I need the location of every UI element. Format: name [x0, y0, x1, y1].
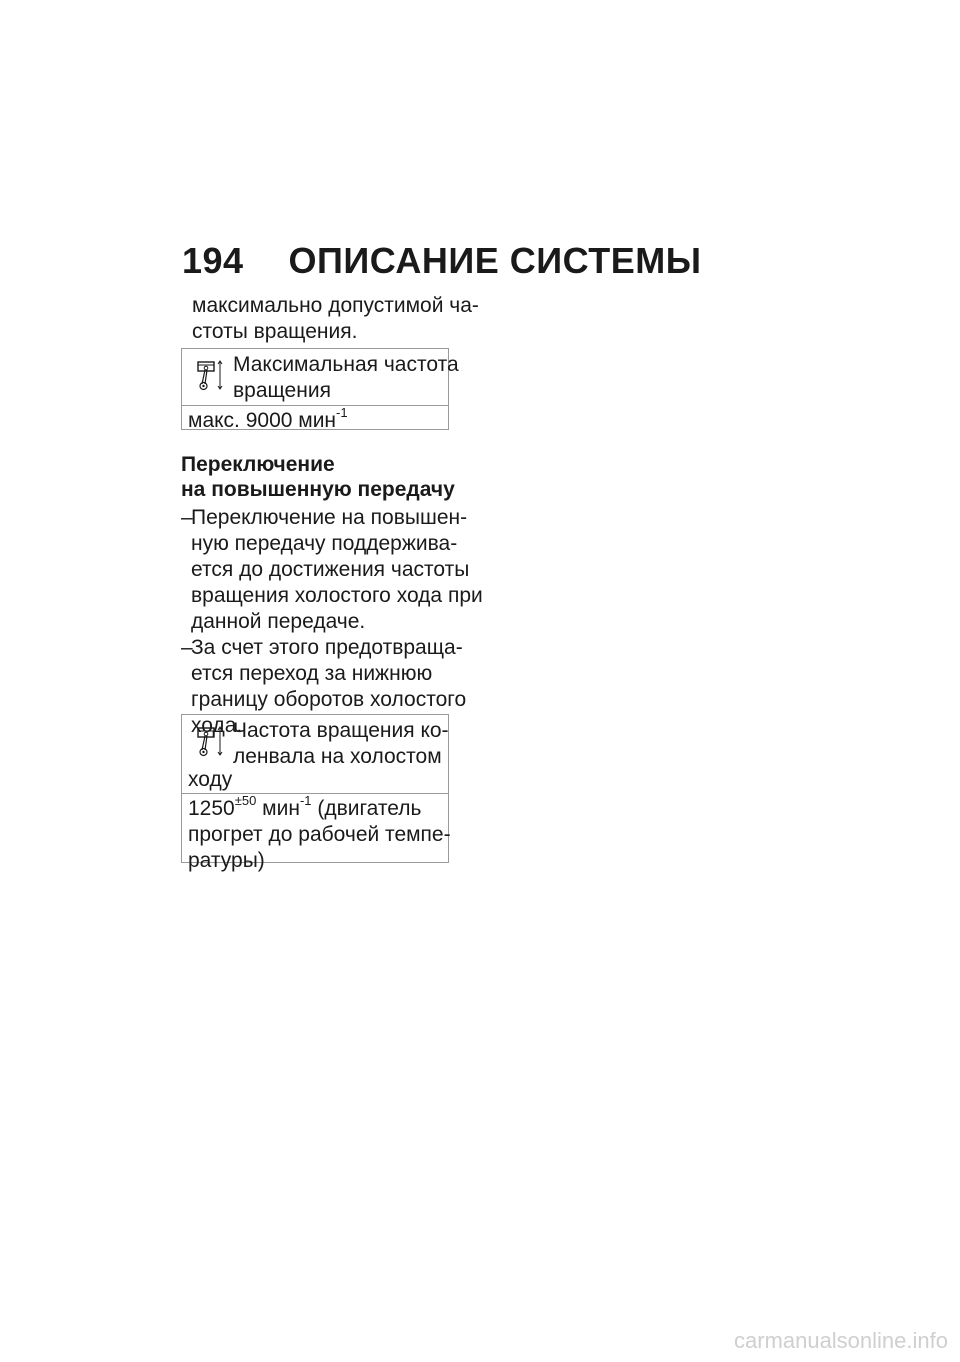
list-item-line: вращения холостого хода при [191, 584, 483, 607]
idle-rpm-spec-value [182, 793, 451, 878]
spec-value-text: макс. 9000 мин [188, 409, 337, 432]
piston-icon [196, 359, 226, 391]
spec-value-tolerance: ±50 [234, 793, 257, 808]
list-item-line: Переключение на повышен- [191, 506, 468, 529]
spec-value-exponent: -1 [336, 405, 348, 420]
idle-rpm-spec-title [233, 718, 449, 770]
list-item-line: За счет этого предотвраща- [191, 636, 463, 659]
bullet-dash: – [181, 506, 193, 529]
spec-value-line: ратуры) [188, 849, 265, 872]
spec-value-note: (двигатель [311, 797, 422, 820]
spec-value-exponent: -1 [299, 793, 312, 808]
spec-title-line: ходу [188, 768, 233, 791]
idle-rpm-spec-header [182, 715, 448, 794]
max-rpm-spec-value [182, 406, 448, 438]
site-watermark: carmanualsonline.info [733, 1328, 948, 1353]
idle-rpm-spec-box [181, 714, 451, 872]
bullet-dash: – [181, 636, 193, 659]
intro-line: максимально допустимой ча- [192, 294, 479, 317]
list-item-line: границу оборотов холостого [191, 688, 467, 711]
spec-title-line: Частота вращения ко- [233, 719, 449, 742]
max-rpm-spec-title [233, 352, 459, 404]
list-item-line: ется переход за нижнюю [191, 662, 433, 685]
section-heading-line: на повышенную передачу [181, 478, 455, 501]
list-item-line: ется до достижения частоты [191, 558, 470, 581]
spec-title-line: вращения [233, 379, 331, 402]
page-number: 194 [182, 240, 244, 281]
intro-line: стоты вращения. [192, 320, 358, 343]
section-heading-line: Переключение [181, 453, 335, 476]
bullet-list [181, 505, 483, 739]
spec-value-line: прогрет до рабочей темпе- [188, 823, 451, 846]
spec-value-text: 1250 [188, 797, 235, 820]
list-item-line: хода. [191, 714, 243, 737]
page-title: ОПИСАНИЕ СИСТЕМЫ [288, 240, 702, 281]
intro-paragraph [192, 293, 479, 345]
spec-value-unit: мин [256, 797, 300, 820]
spec-title-line: Максимальная частота [233, 353, 459, 376]
section-heading [181, 452, 455, 502]
list-item [181, 505, 483, 635]
max-rpm-spec-box [181, 348, 459, 432]
piston-icon [196, 725, 226, 757]
page-header [182, 240, 701, 282]
spec-title-line: ленвала на холостом [233, 745, 442, 768]
max-rpm-spec-header [182, 349, 459, 406]
list-item-line: данной передаче. [191, 610, 366, 633]
list-item-line: ную передачу поддержива- [191, 532, 458, 555]
